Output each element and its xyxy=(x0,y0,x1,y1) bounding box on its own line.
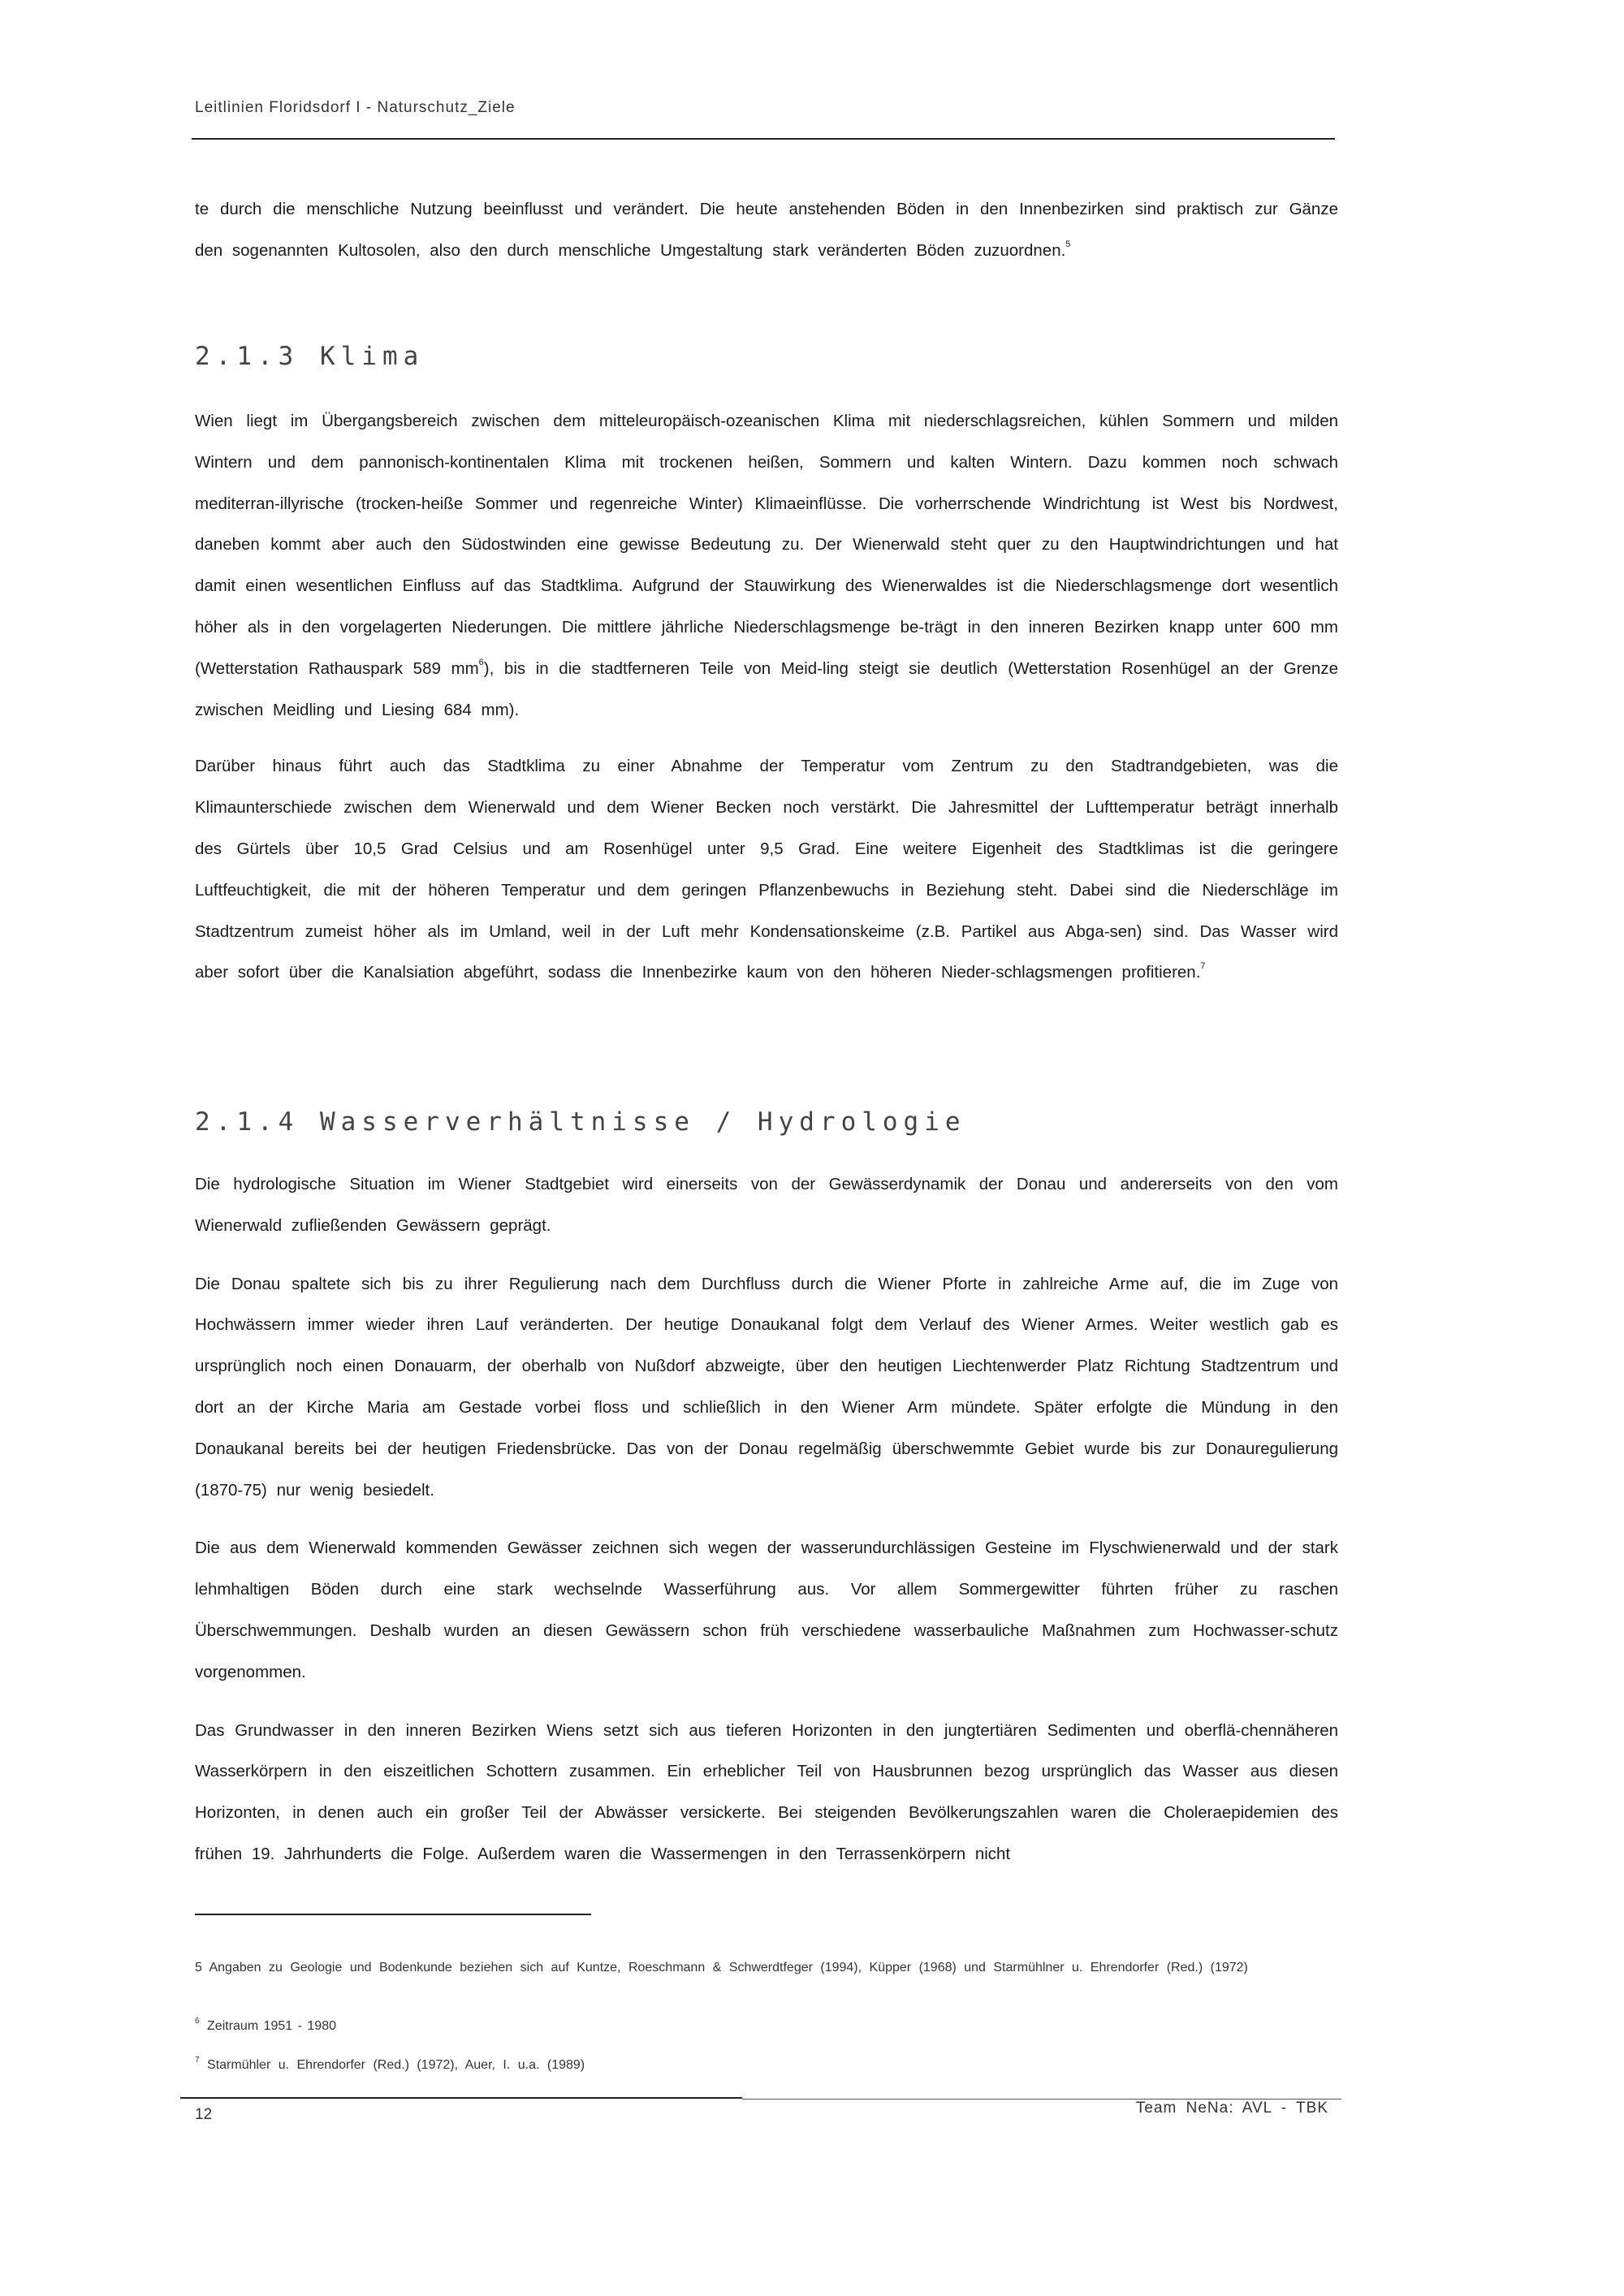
section-wasser-body xyxy=(195,1164,1338,1875)
footnote-6 xyxy=(195,2015,1338,2038)
intro-block xyxy=(195,189,1338,272)
wasser-paragraph-1: Die hydrologische Situation im Wiener Stadtgebiet wird einerseits von der Gewässerdynamik der Donau und andererseits von den vom Wienerwald zufließenden Gewässern geprägt. xyxy=(195,1175,1338,1235)
intro-paragraph xyxy=(195,189,1338,272)
wasser-paragraph-4: Das Grundwasser in den inneren Bezirken Wiens setzt sich aus tieferen Horizonten in den jungtertiären Sedimenten und oberflä-chennäheren Wasserkörpern in den eiszeitlichen Schottern zusammen. Ein erheblicher Teil von Hausbrunnen bezog ursprünglich das Wasser aus diesen Horizonten, in denen auch ein großer Teil der Abwässer versickerte. Bei steigenden Bevölkerungszahlen waren die Choleraepidemien des frühen 19. Jahrhunderts die Folge. Außerdem waren die Wassermengen in den Terrassenkörpern nicht xyxy=(195,1720,1338,1863)
section-wasser-heading-block xyxy=(195,1107,1338,1137)
footnote-5-text: Angaben zu Geologie und Bodenkunde beziehen sich auf Kuntze, Roeschmann & Schwerdtfeger (1994), Küpper (1968) und Starmühlner u. Ehrendorfer (Red.) (1972) xyxy=(209,1961,1248,1974)
footer-rule-left xyxy=(180,2097,742,2099)
header-rule xyxy=(192,138,1335,140)
klima-paragraph-2 xyxy=(195,746,1338,994)
footnote-5 xyxy=(195,1957,1338,1979)
wasser-paragraph-3: Die aus dem Wienerwald kommenden Gewässer zeichnen sich wegen der wasserundurchlässigen Gesteine im Flyschwienerwald und der stark lehmhaltigen Böden durch eine stark wechselnde Wasserführung aus. Vor allem Sommergewitter führten früher zu raschen Überschwemmungen. Deshalb wurden an diesen Gewässern schon früh verschiedene wasserbauliche Maßnahmen zum Hochwasser-schutz vorgenommen. xyxy=(195,1539,1338,1681)
klima-paragraph-2-text: Darüber hinaus führt auch das Stadtklima zu einer Abnahme der Temperatur vom Zentrum zu den Stadtrandgebieten, was die Klimaunterschiede zwischen dem Wienerwald und dem Wiener Becken noch verstärkt. Die Jahresmittel der Lufttemperatur beträgt innerhalb des Gürtels über 10,5 Grad Celsius und am Rosenhügel unter 9,5 Grad. Eine weitere Eigenheit des Stadtklimas ist die geringere Luftfeuchtigkeit, die mit der höheren Temperatur und dem geringen Pflanzenbewuchs in Beziehung steht. Dabei sind die Niederschläge im Stadtzentrum zumeist höher als im Umland, weil in der Luft mehr Kondensationskeime (z.B. Partikel aus Abga-sen) sind. Das Wasser wird aber sofort über die Kanalsiation abgeführt, sodass die Innenbezirke kaum von den höheren Nieder-schlagsmengen profitieren. xyxy=(195,757,1338,982)
footnote-6-mark: 6 xyxy=(195,2017,200,2026)
footnote-ref-5[interactable]: 5 xyxy=(1065,239,1071,249)
footnote-7-mark: 7 xyxy=(195,2056,200,2065)
footnote-ref-6[interactable]: 6 xyxy=(478,657,484,667)
klima-paragraph-1-text-a: Wien liegt im Übergangsbereich zwischen dem mitteleuropäisch-ozeanischen Klima mit niederschlagsreichen, kühlen Sommern und milden Wintern und dem pannonisch-kontinentalen Klima mit trockenen heißen, Sommern und kalten Wintern. Dazu kommen noch schwach mediterran-illyrische (trocken-heiße Sommer und regenreiche Winter) Klimaeinflüsse. Die vorherrschende Windrichtung ist West bis Nordwest, daneben kommt aber auch den Südostwinden eine gewisse Bedeutung zu. Der Wienerwald steht quer zu den Hauptwindrichtungen und hat damit einen wesentlichen Einfluss auf das Stadtklima. Aufgrund der Stauwirkung des Wienerwaldes ist die Niederschlagsmenge dort wesentlich höher als in den vorgelagerten Niederungen. Die mittlere jährliche Niederschlagsmenge be-trägt in den inneren Bezirken knapp unter 600 mm (Wetterstation Rathauspark 589 mm xyxy=(195,412,1338,678)
footer-team-label: Team NeNa: AVL - TBK xyxy=(1135,2100,1328,2117)
footnote-separator xyxy=(195,1914,591,1915)
wasser-paragraph-2: Die Donau spaltete sich bis zu ihrer Regulierung nach dem Durchfluss durch die Wiener Pforte in zahlreiche Arme auf, die im Zuge von Hochwässern immer wieder ihren Lauf veränderten. Der heutige Donaukanal folgt dem Verlauf des Wiener Armes. Weiter westlich gab es ursprünglich noch einen Donauarm, der oberhalb von Nußdorf abzweigte, über den heutigen Liechtenwerder Platz Richtung Stadtzentrum und dort an der Kirche Maria am Gestade vorbei floss und schließlich in den Wiener Arm mündete. Später erfolgte die Mündung in den Donaukanal bereits bei der heutigen Friedensbrücke. Das von der Donau regelmäßig überschwemmte Gebiet wurde bis zur Donauregulierung (1870-75) nur wenig besiedelt. xyxy=(195,1274,1338,1500)
klima-paragraph-1-text-b: ), bis in die stadtferneren Teile von Meid-ling steigt sie deutlich (Wetterstation Rosenhügel an der Grenze zwischen Meidling und Liesing 684 mm). xyxy=(195,658,1338,719)
footnote-ref-7[interactable]: 7 xyxy=(1200,961,1206,972)
page-number: 12 xyxy=(195,2106,213,2123)
klima-paragraph-1 xyxy=(195,401,1338,731)
footnote-6-text: Zeitraum 1951 - 1980 xyxy=(207,2019,336,2033)
footnote-5-mark: 5 xyxy=(195,1961,202,1974)
section-klima-heading-block xyxy=(195,342,1338,371)
section-heading-wasser: 2.1.4 Wasserverhältnisse / Hydrologie xyxy=(195,1107,966,1137)
section-klima-body xyxy=(195,401,1338,994)
running-header: Leitlinien Floridsdorf I - Naturschutz_Ziele xyxy=(195,99,516,116)
footnote-7 xyxy=(195,2054,1338,2077)
intro-text: te durch die menschliche Nutzung beeinflusst und verändert. Die heute anstehenden Böden in den Innenbezirken sind praktisch zur Gänze den sogenannten Kultosolen, also den durch menschliche Umgestaltung stark veränderten Böden zuzuordnen. xyxy=(195,200,1338,260)
section-heading-klima: 2.1.3 Klima xyxy=(195,342,425,371)
footnote-7-text: Starmühler u. Ehrendorfer (Red.) (1972), Auer, I. u.a. (1989) xyxy=(207,2058,585,2072)
